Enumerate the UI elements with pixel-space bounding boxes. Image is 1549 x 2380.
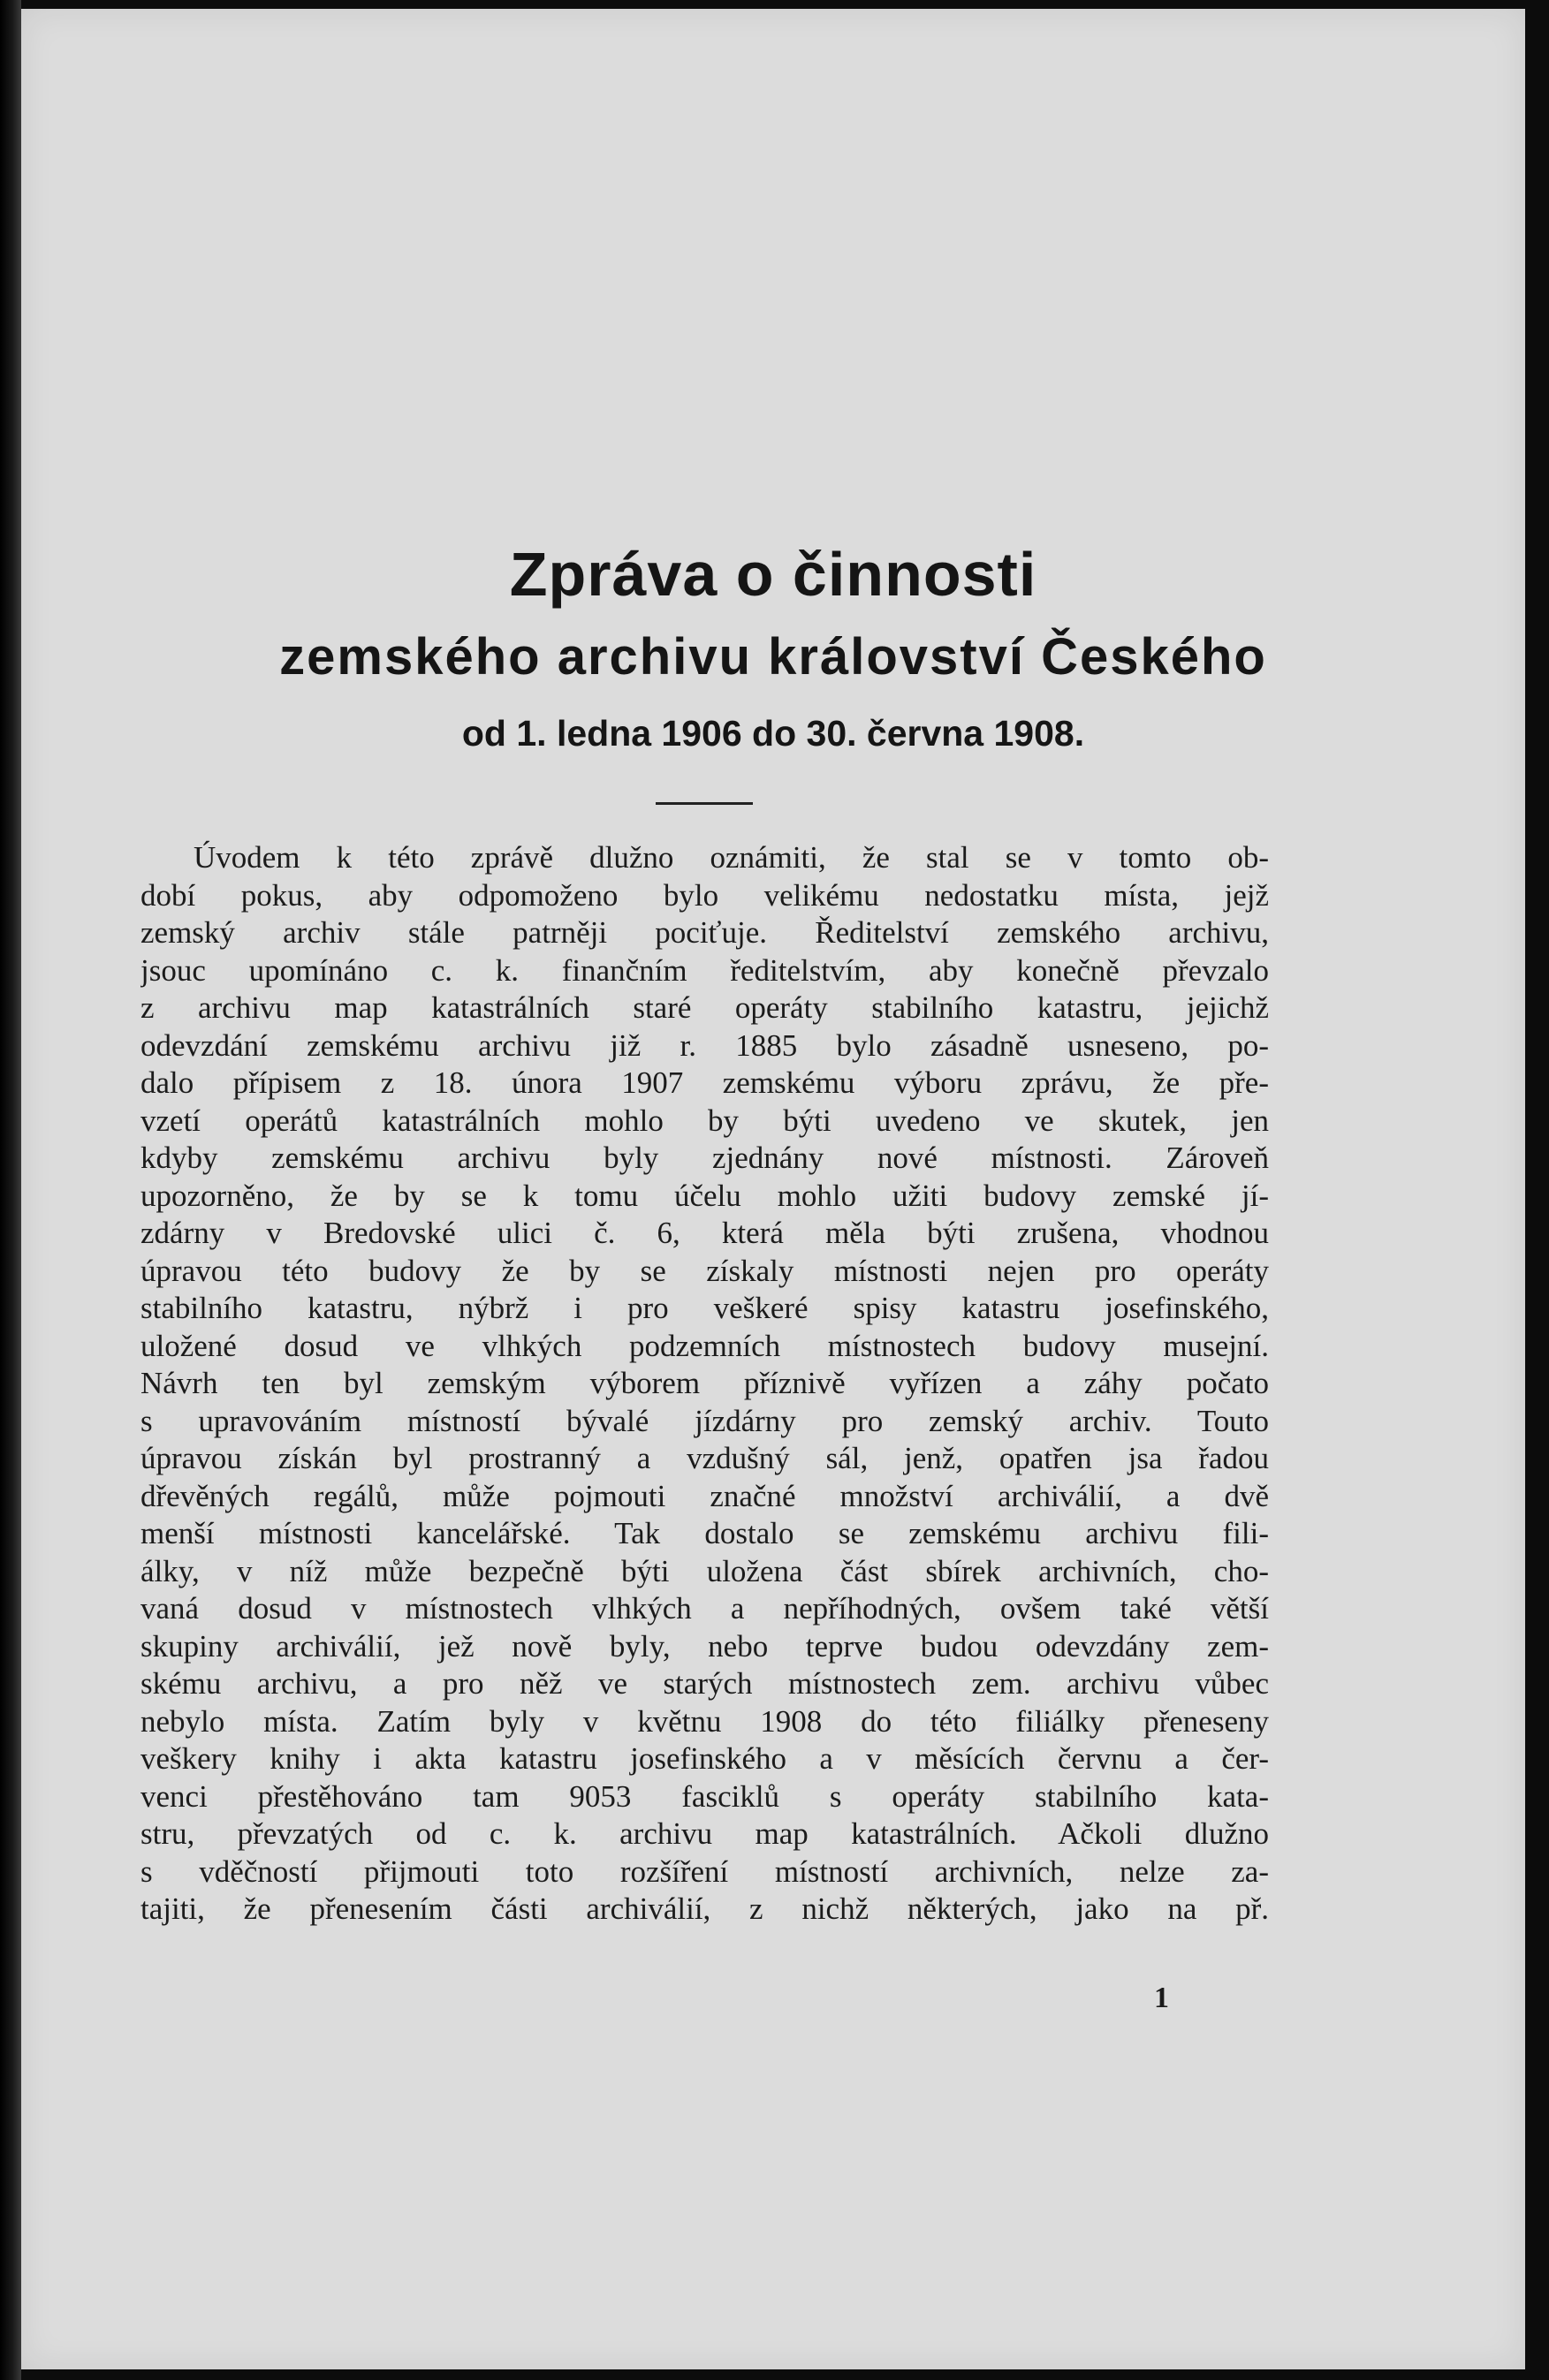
- text-line: veškery knihy i akta katastru josefinského a v měsících červnu a čer-: [140, 1741, 1269, 1776]
- text-line: Návrh ten byl zemským výborem příznivě vyřízen a záhy počato: [140, 1366, 1269, 1400]
- text-line: zdárny v Bredovské ulici č. 6, která měla býti zrušena, vhodnou: [140, 1216, 1269, 1250]
- body-text: [140, 839, 1269, 1929]
- text-line: uložené dosud ve vlhkých podzemních místnostech budovy musejní.: [140, 1328, 1269, 1363]
- scan-left-edge: [0, 0, 21, 2380]
- text-line: úpravou této budovy že by se získaly místnosti nejen pro operáty: [140, 1253, 1269, 1288]
- text-line: zemský archiv stále patrněji pociťuje. Ředitelství zemského archivu,: [140, 915, 1269, 950]
- text-line: stabilního katastru, nýbrž i pro veškeré spisy katastru josefinského,: [140, 1291, 1269, 1325]
- document-date-range: od 1. ledna 1906 do 30. června 1908.: [461, 713, 1085, 754]
- text-line: s vděčností přijmouti toto rozšíření místností archivních, nelze za-: [140, 1853, 1269, 1889]
- text-line: s upravováním místností bývalé jízdárny pro zemský archiv. Touto: [140, 1403, 1269, 1438]
- text-line: álky, v níž může bezpečně býti uložena část sbírek archivních, cho-: [140, 1553, 1269, 1588]
- text-line: dřevěných regálů, může pojmouti značné množství archiválií, a dvě: [140, 1478, 1269, 1513]
- text-line: jsouc upomínáno c. k. finančním ředitelstvím, aby konečně převzalo: [140, 952, 1269, 988]
- text-line: venci přestěhováno tam 9053 fasciklů s operáty stabilního kata-: [140, 1778, 1269, 1814]
- text-line: dalo přípisem z 18. února 1907 zemskému výboru zprávu, že pře-: [140, 1065, 1269, 1100]
- text-line: skému archivu, a pro něž ve starých místnostech zem. archivu vůbec: [140, 1666, 1269, 1701]
- text-line: kdyby zemskému archivu byly zjednány nové místnosti. Zároveň: [140, 1141, 1269, 1175]
- page-number: 1: [1154, 1982, 1169, 2014]
- text-line: upozorněno, že by se k tomu účelu mohlo užiti budovy zemské jí-: [140, 1178, 1269, 1213]
- document-page: [21, 9, 1525, 2369]
- text-line: nebylo místa. Zatím byly v květnu 1908 do této filiálky přeneseny: [140, 1703, 1269, 1739]
- text-line: úpravou získán byl prostranný a vzdušný sál, jenž, opatřen jsa řadou: [140, 1441, 1269, 1475]
- text-line: vaná dosud v místnostech vlhkých a nepříhodných, ovšem také větší: [140, 1591, 1269, 1626]
- text-line: stru, převzatých od c. k. archivu map katastrálních. Ačkoli dlužno: [140, 1816, 1269, 1851]
- text-line: odevzdání zemskému archivu již r. 1885 bylo zásadně usneseno, po-: [140, 1027, 1269, 1063]
- text-line: Úvodem k této zprávě dlužno oznámiti, že stal se v tomto ob-: [194, 840, 1269, 875]
- title-divider: [656, 802, 753, 805]
- text-line: z archivu map katastrálních staré operáty stabilního katastru, jejichž: [140, 990, 1269, 1025]
- text-line: vzetí operátů katastrálních mohlo by býti uvedeno ve skutek, jen: [140, 1103, 1269, 1138]
- text-line: tajiti, že přenesením části archiválií, z nichž některých, jako na př.: [140, 1891, 1269, 1926]
- text-line: dobí pokus, aby odpomoženo bylo velikému nedostatku místa, jejž: [140, 877, 1269, 913]
- document-title: Zpráva o činnosti: [509, 540, 1037, 609]
- text-line: skupiny archiválií, jež nově byly, nebo teprve budou odevzdány zem-: [140, 1628, 1269, 1664]
- document-subtitle: zemského archivu království Českého: [279, 628, 1267, 686]
- text-line: menší místnosti kancelářské. Tak dostalo se zemskému archivu fili-: [140, 1516, 1269, 1550]
